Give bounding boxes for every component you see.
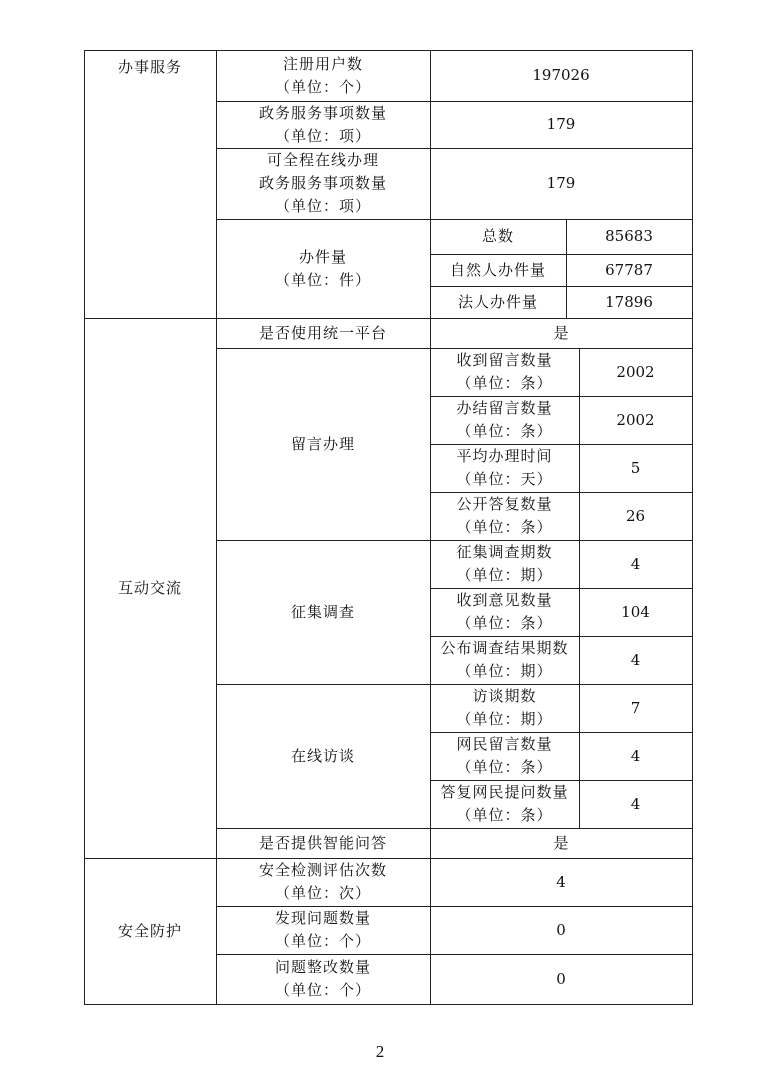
sub-row-label-line: （单位：条） bbox=[456, 518, 553, 536]
row-label-line: 注册用户数 bbox=[282, 54, 363, 73]
row-label bbox=[216, 318, 430, 348]
sub-row-label bbox=[430, 348, 579, 396]
sub-row-value: 4 bbox=[630, 746, 641, 765]
table-border bbox=[579, 540, 580, 684]
row-label-line: （单位：件） bbox=[274, 270, 371, 289]
row-label-line: 办件量 bbox=[298, 247, 347, 266]
sub-row-label-line: 征集调查期数 bbox=[456, 543, 553, 561]
row-value: 0 bbox=[556, 969, 566, 988]
sub-row-label bbox=[430, 684, 579, 732]
sub-row-label-line: （单位：条） bbox=[456, 422, 553, 440]
row-label-line: 征集调查 bbox=[290, 602, 355, 621]
sub-row-label bbox=[430, 396, 579, 444]
row-value: 197026 bbox=[532, 66, 590, 84]
sub-row-label bbox=[430, 636, 579, 684]
page-number: 2 bbox=[375, 1042, 385, 1061]
sub-row-label-line: 法人办件量 bbox=[457, 292, 538, 311]
sub-row-label-line: （单位：条） bbox=[456, 614, 553, 632]
sub-row-label bbox=[430, 444, 579, 492]
sub-row-label-line: 平均办理时间 bbox=[456, 447, 553, 465]
sub-row-value: 7 bbox=[630, 698, 641, 717]
sub-row-value: 2002 bbox=[616, 362, 655, 381]
sub-row-label-line: 答复网民提问数量 bbox=[440, 783, 569, 801]
sub-row-label bbox=[430, 732, 579, 780]
sub-row-label bbox=[430, 219, 566, 254]
table-border bbox=[579, 348, 580, 540]
row-label bbox=[216, 101, 430, 148]
row-label bbox=[216, 50, 430, 101]
row-label-line: （单位：次） bbox=[274, 884, 371, 902]
sub-row-label-line: 收到意见数量 bbox=[456, 591, 553, 609]
sub-row-label-line: （单位：期） bbox=[456, 710, 553, 728]
row-label bbox=[216, 858, 430, 906]
sub-row-value: 2002 bbox=[616, 410, 655, 429]
sub-row-label bbox=[430, 780, 579, 828]
sub-row-label-line: 自然人办件量 bbox=[449, 260, 546, 279]
row-label-line: 留言办理 bbox=[290, 434, 355, 453]
row-value: 4 bbox=[556, 872, 566, 891]
row-label-line: 政务服务事项数量 bbox=[258, 103, 387, 122]
row-label bbox=[216, 148, 430, 219]
row-label bbox=[216, 540, 430, 684]
category-label: 办事服务 bbox=[117, 57, 182, 76]
row-label-line: （单位：个） bbox=[274, 932, 371, 950]
table-border bbox=[430, 50, 431, 1005]
row-label bbox=[216, 348, 430, 540]
sub-row-label-line: 公布调查结果期数 bbox=[440, 639, 569, 657]
sub-row-value: 26 bbox=[625, 506, 646, 525]
sub-row-label-line: 总数 bbox=[481, 227, 514, 245]
row-label bbox=[216, 684, 430, 828]
row-value: 是 bbox=[553, 833, 569, 852]
sub-row-label bbox=[430, 588, 579, 636]
sub-row-label-line: （单位：条） bbox=[456, 374, 553, 392]
table-border bbox=[566, 219, 567, 318]
sub-row-label bbox=[430, 254, 566, 286]
row-label-line: （单位：个） bbox=[274, 77, 371, 96]
row-label-line: 可全程在线办理 bbox=[266, 151, 379, 169]
row-label-line: 在线访谈 bbox=[290, 746, 355, 765]
sub-row-label bbox=[430, 492, 579, 540]
sub-row-label-line: （单位：期） bbox=[456, 662, 553, 680]
row-label bbox=[216, 906, 430, 954]
row-label bbox=[216, 954, 430, 1004]
sub-row-label-line: 网民留言数量 bbox=[456, 735, 553, 753]
sub-row-label-line: 收到留言数量 bbox=[456, 351, 553, 369]
row-label-line: （单位：项） bbox=[274, 197, 371, 215]
sub-row-value: 104 bbox=[621, 602, 650, 621]
row-label bbox=[216, 828, 430, 858]
sub-row-value: 4 bbox=[630, 794, 641, 813]
table-border bbox=[579, 684, 580, 828]
row-value: 0 bbox=[556, 920, 566, 939]
sub-row-label-line: （单位：条） bbox=[456, 758, 553, 776]
row-label-line: 发现问题数量 bbox=[274, 909, 371, 927]
row-value: 179 bbox=[546, 174, 576, 192]
row-label-line: 是否使用统一平台 bbox=[258, 323, 387, 342]
row-value: 是 bbox=[553, 323, 569, 342]
sub-row-value: 4 bbox=[630, 554, 641, 573]
category-label: 安全防护 bbox=[117, 921, 182, 940]
row-label-line: 安全检测评估次数 bbox=[258, 861, 387, 879]
sub-row-label-line: （单位：条） bbox=[456, 806, 553, 824]
sub-row-value: 17896 bbox=[605, 292, 653, 311]
table-border bbox=[692, 50, 693, 1005]
table-border bbox=[84, 50, 85, 1005]
category-label: 互动交流 bbox=[117, 578, 182, 597]
sub-row-value: 85683 bbox=[605, 227, 653, 245]
row-label-line: （单位：项） bbox=[274, 126, 371, 145]
sub-row-label bbox=[430, 540, 579, 588]
sub-row-label-line: 访谈期数 bbox=[472, 687, 537, 705]
sub-row-label bbox=[430, 286, 566, 318]
sub-row-label-line: 公开答复数量 bbox=[456, 495, 553, 513]
table-border bbox=[216, 50, 217, 1005]
row-label-line: 是否提供智能问答 bbox=[258, 833, 387, 852]
table-border bbox=[84, 1004, 692, 1005]
sub-row-value: 5 bbox=[630, 458, 641, 477]
sub-row-value: 4 bbox=[630, 650, 641, 669]
row-label-line: 问题整改数量 bbox=[274, 958, 371, 976]
sub-row-value: 67787 bbox=[605, 260, 653, 279]
row-label bbox=[216, 219, 430, 318]
sub-row-label-line: （单位：期） bbox=[456, 566, 553, 584]
row-label-line: 政务服务事项数量 bbox=[258, 174, 387, 192]
sub-row-label-line: （单位：天） bbox=[456, 470, 553, 488]
row-value: 179 bbox=[546, 115, 576, 133]
sub-row-label-line: 办结留言数量 bbox=[456, 399, 553, 417]
row-label-line: （单位：个） bbox=[274, 981, 371, 999]
